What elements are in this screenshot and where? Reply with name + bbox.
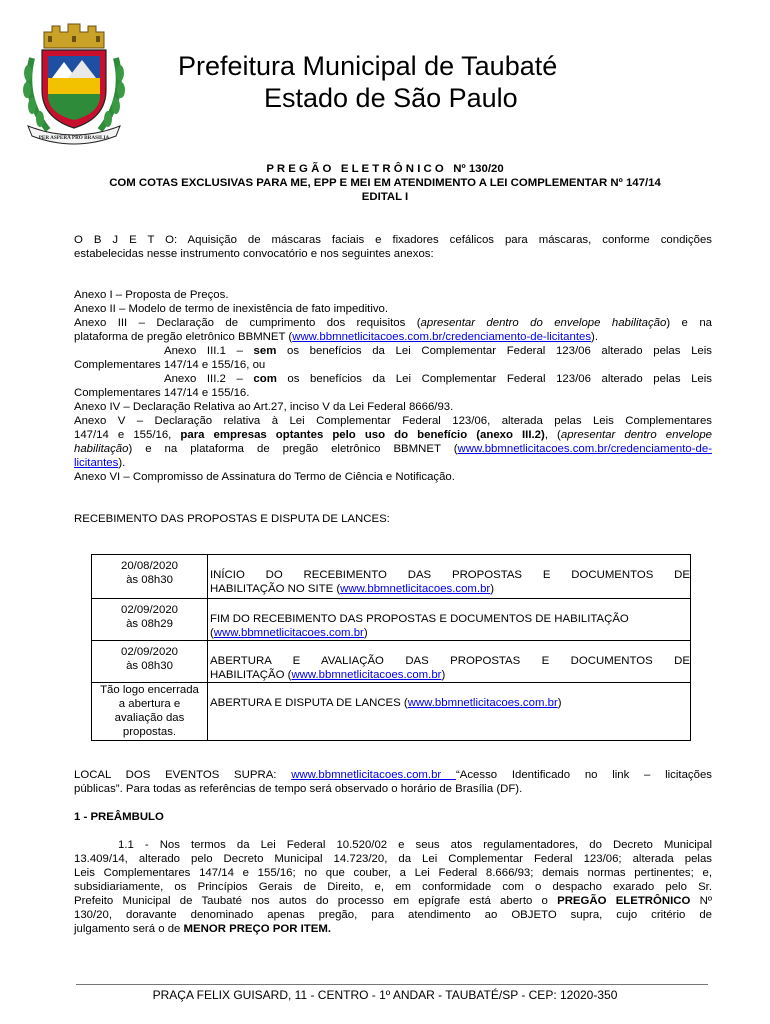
preambulo-line-2: 13.409/14, alterado pelo Decreto Municipal 14.723/20, da Lei Complementar Federal 123/06; alterada pelas <box>74 853 712 865</box>
preambulo-line-4: subsidiariamente, os Princípios Gerais de Direito, e, em conformidade com o despacho exarado pelo Sr. <box>74 881 712 893</box>
annex-3-line-2: plataforma de pregão eletrônico BBMNET (www.bbmnetlicitacoes.com.br/credenciamento-de-licitantes). <box>74 331 599 343</box>
annex-3-2-line-1: Anexo III.2 – com os benefícios da Lei Complementar Federal 123/06 alterado pelas Leis <box>164 373 712 385</box>
preambulo-heading: 1 - PREÂMBULO <box>74 811 164 823</box>
objeto-line-2: estabelecidas nesse instrumento convocatório e nos seguintes anexos: <box>74 248 434 260</box>
annex-5-line-1: Anexo V – Declaração relativa à Lei Complementar Federal 123/06, alterada pelas Leis Complementares <box>74 415 712 427</box>
recebimento-heading: RECEBIMENTO DAS PROPOSTAS E DISPUTA DE LANCES: <box>74 513 390 525</box>
annex-1: Anexo I – Proposta de Preços. <box>74 289 229 301</box>
event-row <box>92 599 691 641</box>
preambulo-line-5: Prefeito Municipal de Taubaté nos autos do processo em epígrafe está aberto o PREGÃO ELETRÔNICO Nº <box>74 895 712 907</box>
bbmnet-link[interactable]: www.bbmnetlicitacoes.com.br <box>213 627 364 639</box>
footer-address: PRAÇA FELIX GUISARD, 11 - CENTRO - 1º ANDAR - TAUBATÉ/SP - CEP: 12020-350 <box>152 988 618 1002</box>
bbmnet-link[interactable]: www.bbmnetlicitacoes.com.br <box>340 583 491 595</box>
footer-divider <box>76 984 708 985</box>
edital-heading: EDITAL I <box>361 191 409 203</box>
bbmnet-link[interactable]: www.bbmnetlicitacoes.com.br <box>291 669 442 681</box>
local-line-1: LOCAL DOS EVENTOS SUPRA: www.bbmnetlicitacoes.com.br “Acesso Identificado no link – licitações <box>74 769 712 781</box>
preambulo-line-6: 130/20, doravante denominado apenas pregão, para atendimento ao OBJETO supra, cujo critério de <box>74 909 712 921</box>
bbmnet-link[interactable]: www.bbmnetlicitacoes.com.br <box>291 769 456 781</box>
credenciamento-link-2-cont[interactable]: licitantes <box>74 457 119 469</box>
event-date: 02/09/2020 às 08h29 <box>92 599 208 641</box>
event-desc: INÍCIO DO RECEBIMENTO DAS PROPOSTAS E DOCUMENTOS DE HABILITAÇÃO NO SITE (www.bbmnetlicitacoes.com.br) <box>208 555 691 599</box>
page-subtitle: Estado de São Paulo <box>264 83 518 113</box>
annex-2: Anexo II – Modelo de termo de inexistência de fato impeditivo. <box>74 303 389 315</box>
objeto-line-1: O B J E T O: Aquisição de máscaras faciais e fixadores cefálicos para máscaras, conforme condições <box>74 234 712 246</box>
event-row <box>92 641 691 683</box>
annex-5-line-2: 147/14 e 155/16, para empresas optantes pelo uso do benefício (anexo III.2), (apresentar dentro envelope <box>74 429 712 441</box>
preambulo-line-3: Leis Complementares 147/14 e 155/16; no que couber, a Lei Federal 8.666/93; demais normas pertinentes; e, <box>74 867 712 879</box>
event-desc: ABERTURA E DISPUTA DE LANCES (www.bbmnetlicitacoes.com.br) <box>208 683 691 741</box>
preambulo-line-1: 1.1 - Nos termos da Lei Federal 10.520/02 e seus atos regulamentadores, do Decreto Municipal <box>118 839 712 851</box>
credenciamento-link-2[interactable]: www.bbmnetlicitacoes.com.br/credenciamento-de- <box>457 443 712 455</box>
annex-3-1-line-1: Anexo III.1 – sem os benefícios da Lei Complementar Federal 123/06 alterado pelas Leis <box>164 345 712 357</box>
annex-4: Anexo IV – Declaração Relativa ao Art.27, inciso V da Lei Federal 8666/93. <box>74 401 454 413</box>
annex-3-2-line-2: Complementares 147/14 e 155/16. <box>74 387 250 399</box>
annex-3-1-line-2: Complementares 147/14 e 155/16, ou <box>74 359 266 371</box>
event-date: 02/09/2020 às 08h30 <box>92 641 208 683</box>
pregao-heading: P R E G Ã O E L E T R Ô N I C O Nº 130/20 <box>266 163 504 175</box>
crest-motto: PER ASPERA PRO BRASILIA <box>38 135 110 141</box>
page-title: Prefeitura Municipal de Taubaté <box>178 51 558 81</box>
coat-of-arms-crest <box>18 18 130 148</box>
preambulo-line-7: julgamento será o de MENOR PREÇO POR ITEM. <box>74 923 332 935</box>
event-row <box>92 555 691 599</box>
annex-6: Anexo VI – Compromisso de Assinatura do Termo de Ciência e Notificação. <box>74 471 455 483</box>
event-date: Tão logo encerrada a abertura e avaliação das propostas. <box>92 683 208 741</box>
event-desc: FIM DO RECEBIMENTO DAS PROPOSTAS E DOCUMENTOS DE HABILITAÇÃO (www.bbmnetlicitacoes.com.br) <box>208 599 691 641</box>
cotas-heading: COM COTAS EXCLUSIVAS PARA ME, EPP E MEI EM ATENDIMENTO A LEI COMPLEMENTAR Nº 147/14 <box>109 177 661 189</box>
event-desc: ABERTURA E AVALIAÇÃO DAS PROPOSTAS E DOCUMENTOS DE HABILITAÇÃO (www.bbmnetlicitacoes.com.br) <box>208 641 691 683</box>
event-row <box>92 683 691 741</box>
annex-3-line-1: Anexo III – Declaração de cumprimento dos requisitos (apresentar dentro do envelope habilitação) e na <box>74 317 712 329</box>
annex-5-line-3: habilitação) e na plataforma de pregão eletrônico BBMNET (www.bbmnetlicitacoes.com.br/credenciamento-de- <box>74 443 712 455</box>
local-line-2: públicas”. Para todas as referências de tempo será observado o horário de Brasília (DF). <box>74 783 523 795</box>
events-table <box>91 554 691 741</box>
annex-5-line-4: licitantes). <box>74 457 126 469</box>
event-date: 20/08/2020 às 08h30 <box>92 555 208 599</box>
credenciamento-link[interactable]: www.bbmnetlicitacoes.com.br/credenciamento-de-licitantes <box>292 331 592 343</box>
bbmnet-link[interactable]: www.bbmnetlicitacoes.com.br <box>407 697 558 709</box>
